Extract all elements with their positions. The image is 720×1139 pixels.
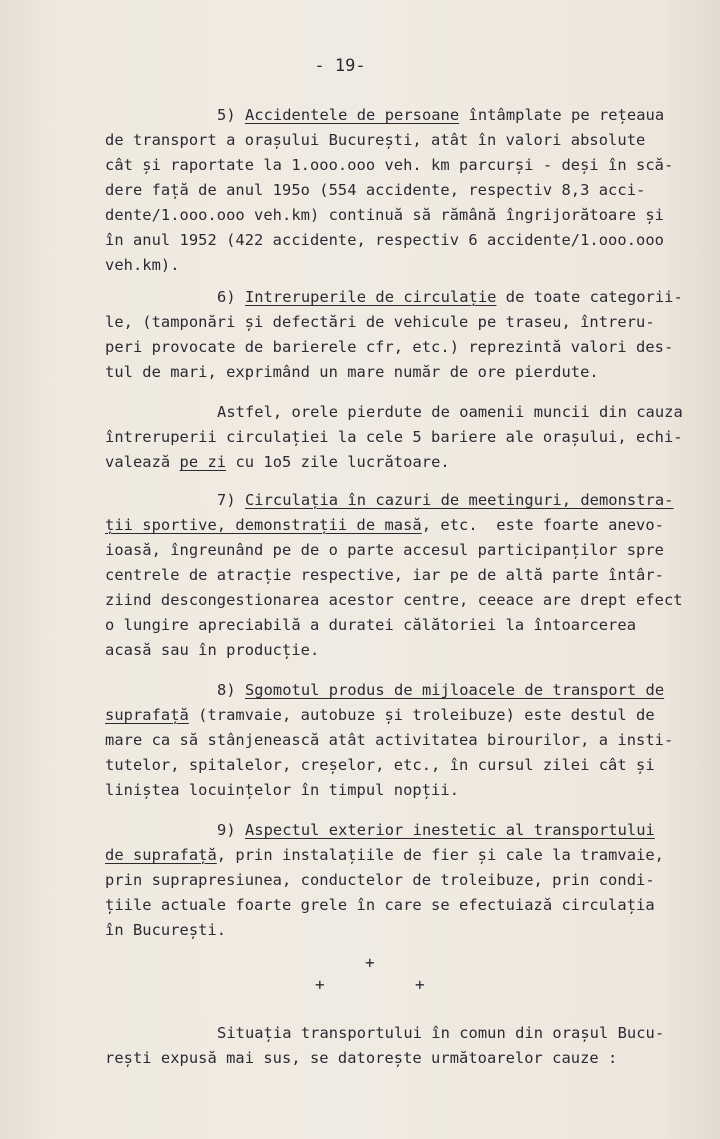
text-span: valează <box>105 453 180 471</box>
paragraph-6-line-1 <box>217 288 683 306</box>
text-span: (tramvaie, autobuze și troleibuze) este destul de <box>188 706 655 724</box>
item-marker: 7) <box>217 491 245 509</box>
text-line: le, (tamponări și defectări de vehicule pe traseu, întreru- <box>105 313 655 331</box>
item-title: Sgomotul produs de mijloacele de transport de <box>244 681 665 699</box>
paragraph-8-line-1 <box>217 681 664 699</box>
text-span: , prin instalațiile de fier și cale la tramvaie, <box>216 846 664 864</box>
text-line <box>105 846 664 864</box>
text-line: mare ca să stânjenească atât activitatea birourilor, a insti- <box>105 731 674 749</box>
item-marker: 6) <box>217 288 245 306</box>
text-span: , etc. este foarte anevo- <box>421 516 664 534</box>
text-line: centrele de atracție respective, iar pe de altă parte întâr- <box>105 566 664 584</box>
text-line: liniștea locuințelor în timpul nopții. <box>105 781 460 799</box>
text-line: întreruperii circulației la cele 5 bariere ale orașului, echi- <box>105 428 683 446</box>
separator-mark: + <box>315 975 325 994</box>
item-title: ții sportive, demonstrații de masă <box>105 516 422 534</box>
text-span: întâmplate pe rețeaua <box>459 106 665 124</box>
text-line: de transport a orașului București, atât în valori absolute <box>105 131 646 149</box>
paragraph-5-line-1 <box>217 106 664 124</box>
text-line: cât și raportate la 1.ooo.ooo veh. km parcurși - deși în scă- <box>105 156 674 174</box>
text-line: acasă sau în producție. <box>105 641 320 659</box>
text-line: prin suprapresiunea, conductelor de troleibuze, prin condi- <box>105 871 655 889</box>
item-title: Intreruperile de circulație <box>244 288 497 306</box>
separator-mark: + <box>415 975 425 994</box>
item-title: de suprafață <box>105 846 217 864</box>
text-line: țiile actuale foarte grele în care se efectuiază circulația <box>105 896 655 914</box>
text-line: veh.km). <box>105 256 180 274</box>
underlined-span: pe zi <box>179 453 227 471</box>
text-line: dente/1.ooo.ooo veh.km) continuă să rămână îngrijorătoare și <box>105 206 664 224</box>
text-line: dere față de anul 195o (554 accidente, respectiv 8,3 acci- <box>105 181 646 199</box>
text-line: peri provocate de barierele cfr, etc.) reprezintă valori des- <box>105 338 674 356</box>
item-title: Circulația în cazuri de meetinguri, demonstra- <box>244 491 674 509</box>
text-line: Astfel, orele pierdute de oamenii muncii din cauza <box>217 403 683 421</box>
item-title: Aspectul exterior inestetic al transportului <box>244 821 655 839</box>
item-title: Accidentele de persoane <box>244 106 460 124</box>
item-marker: 9) <box>217 821 245 839</box>
item-title: suprafață <box>105 706 189 724</box>
text-span: cu 1o5 zile lucrătoare. <box>226 453 450 471</box>
text-line <box>105 706 655 724</box>
text-line: tul de mari, exprimând un mare număr de ore pierdute. <box>105 363 599 381</box>
text-line: tutelor, spitalelor, creșelor, etc., în cursul zilei cât și <box>105 756 655 774</box>
paragraph-7-line-1 <box>217 491 674 509</box>
item-marker: 8) <box>217 681 245 699</box>
page-number: - 19- <box>314 56 366 76</box>
text-line <box>105 453 450 471</box>
text-line: Situația transportului în comun din orașul Bucu- <box>217 1024 665 1042</box>
text-line: în anul 1952 (422 accidente, respectiv 6 accidente/1.ooo.ooo <box>105 231 664 249</box>
text-line: rești expusă mai sus, se datorește următoarelor cauze : <box>105 1049 618 1067</box>
item-marker: 5) <box>217 106 245 124</box>
paragraph-9-line-1 <box>217 821 655 839</box>
text-line: ioasă, îngreunând pe de o parte accesul participanților spre <box>105 541 664 559</box>
text-line: o lungire apreciabilă a duratei călătoriei la întoarcerea <box>105 616 637 634</box>
text-line: în București. <box>105 921 227 939</box>
separator-mark: + <box>365 953 375 972</box>
text-line <box>105 516 664 534</box>
text-span: de toate categorii- <box>496 288 683 306</box>
text-line: ziind descongestionarea acestor centre, ceeace are drept efect <box>105 591 683 609</box>
